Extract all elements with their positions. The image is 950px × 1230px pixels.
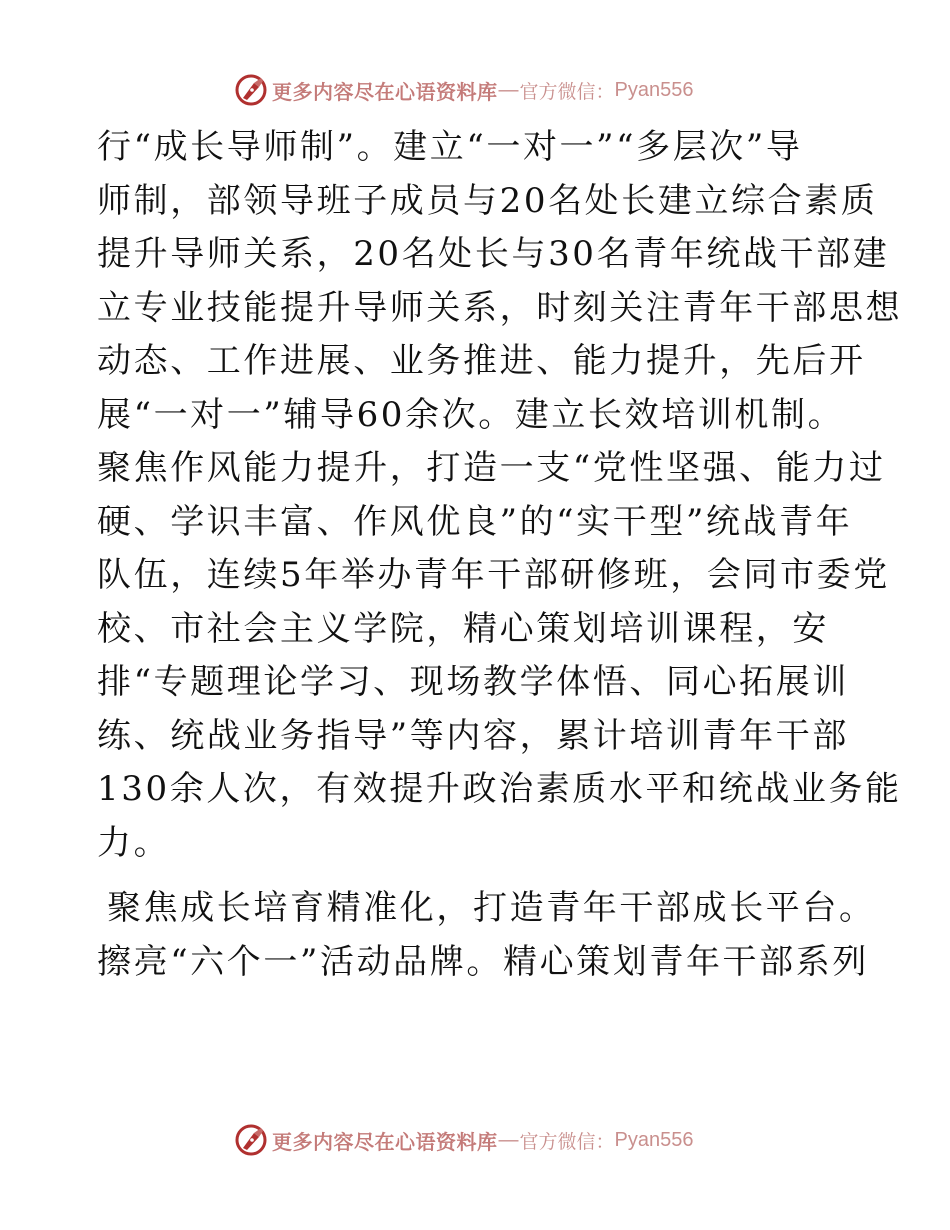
text-line: 130余人次，有效提升政治素质水平和统战业务能 [97,769,902,809]
banner-wechat-id: Pyan556 [614,78,694,101]
footer-banner [0,1120,950,1160]
text-line: 练、统战业务指导”等内容，累计培训青年干部 [97,715,849,756]
text-line: 动态、工作进展、业务推进、能力提升，先后开 [97,341,866,381]
header-banner [0,70,950,110]
pen-nib-logo-icon [234,73,268,107]
text-line: 队伍，连续5年举办青年干部研修班，会同市委党 [97,555,890,595]
pen-nib-logo-icon [234,1123,268,1157]
text-line: 立专业技能提升导师关系，时刻关注青年干部思想 [97,287,903,328]
text-line: 展“一对一”辅导60余次。建立长效培训机制。 [97,394,845,435]
header-banner-content [234,70,693,110]
text-line: 校、市社会主义学院，精心策划培训课程，安 [97,608,829,649]
text-line: 硬、学识丰富、作风优良”的“实干型”统战青年 [97,501,853,542]
footer-banner-content [234,1120,693,1160]
banner-wechat-id: Pyan556 [614,1128,694,1151]
paragraph-1 [97,121,903,870]
text-line: 聚焦作风能力提升，打造一支“党性坚强、能力过 [97,448,886,488]
banner-separator: — [498,1128,519,1151]
banner-wechat-label: 官方微信： [519,1130,615,1153]
text-line: 行“成长导师制”。建立“一对一”“多层次”导 [97,127,803,167]
banner-separator: — [498,78,519,101]
text-line: 擦亮“六个一”活动品牌。精心策划青年干部系列 [97,941,869,982]
banner-main-text: 更多内容尽在心语资料库 [272,1129,498,1154]
text-line: 聚焦成长培育精准化，打造青年干部成长平台。 [107,888,876,928]
banner-wechat-label: 官方微信： [519,80,615,103]
text-line: 力。 [97,822,171,863]
banner-main-text: 更多内容尽在心语资料库 [272,79,498,104]
body-text [97,121,903,989]
text-line: 师制，部领导班子成员与20名处长建立综合素质 [97,180,878,221]
text-line: 提升导师关系，20名处长与30名青年统战干部建 [97,234,890,274]
paragraph-2 [97,882,876,989]
text-line: 排“专题理论学习、现场教学体悟、同心拓展训 [97,662,849,702]
paragraph-spacer [97,870,857,882]
